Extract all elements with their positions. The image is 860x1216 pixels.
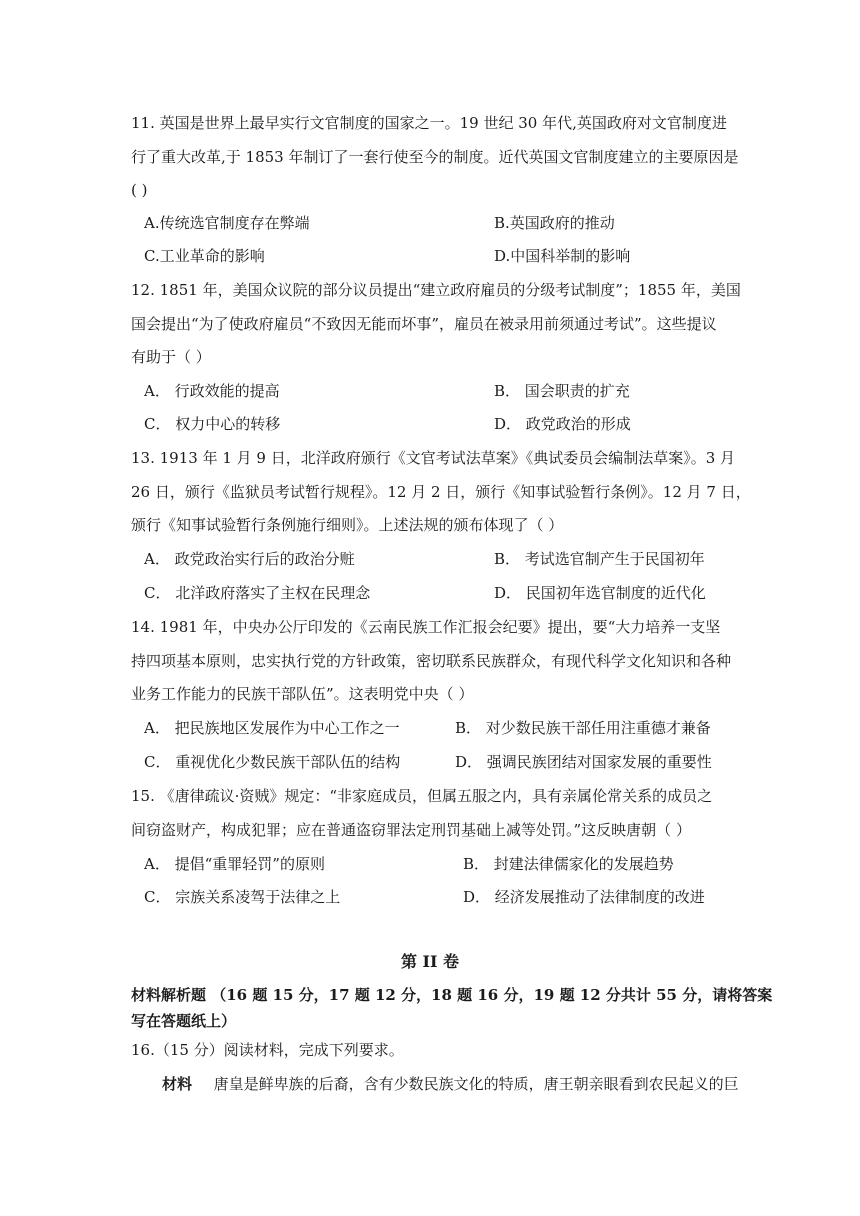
question-text: 间窃盗财产，构成犯罪；应在普通盗窃罪法定刑罚基础上减等处罚。”这反映唐朝（ ） — [131, 821, 691, 839]
option-d: D． 民国初年选官制度的近代化 — [494, 584, 706, 602]
question-text: 颁行《知事试验暂行条例施行细则》。上述法规的颁布体现了（ ） — [131, 516, 564, 534]
section-title: 第 II 卷 — [400, 952, 460, 971]
question-text: 国会提出“为了使政府雇员“不致因无能而坏事”，雇员在被录用前须通过考试”。这些提议 — [131, 315, 717, 333]
question-text: 行了重大改革,于 1853 年制订了一套行使至今的制度。近代英国文官制度建立的主要原因是 — [131, 148, 739, 166]
option-c: C． 权力中心的转移 — [144, 415, 281, 433]
option-a: A． 行政效能的提高 — [144, 382, 280, 400]
option-d: D． 政党政治的形成 — [494, 415, 631, 433]
option-a: A． 提倡“重罪轻罚”的原则 — [144, 855, 325, 873]
option-c: C.工业革命的影响 — [144, 247, 265, 265]
question-text: ( ) — [131, 181, 148, 199]
question-text: 有助于（ ） — [131, 348, 211, 366]
option-d: D.中国科举制的影响 — [494, 247, 631, 265]
question-text: 12. 1851 年，美国众议院的部分议员提出“建立政府雇员的分级考试制度”；1855 年，美国 — [131, 281, 741, 299]
option-d: D． 经济发展推动了法律制度的改进 — [463, 888, 705, 906]
material-text: 唐皇是鲜卑族的后裔，含有少数民族文化的特质，唐王朝亲眼看到农民起义的巨 — [213, 1075, 739, 1093]
question-text: 13. 1913 年 1 月 9 日，北洋政府颁行《文官考试法草案》《典试委员会编制法草案》。3 月 — [131, 449, 736, 467]
option-b: B． 考试选官制产生于民国初年 — [494, 550, 705, 568]
material-line — [162, 1074, 739, 1094]
option-c: C． 重视优化少数民族干部队伍的结构 — [144, 753, 401, 771]
question-text: 11. 英国是世界上最早实行文官制度的国家之一。19 世纪 30 年代,英国政府对文官制度进 — [131, 114, 727, 132]
option-b: B． 封建法律儒家化的发展趋势 — [463, 855, 674, 873]
question-text: 14. 1981 年，中央办公厅印发的《云南民族工作汇报会纪要》提出，要“大力培养一支坚 — [131, 618, 721, 636]
section-instruction: 材料解析题 （16 题 15 分，17 题 12 分，18 题 16 分，19 题 12 分共计 55 分，请将答案 — [131, 986, 773, 1004]
question-text: 26 日，颁行《监狱员考试暂行规程》。12 月 2 日，颁行《知事试验暂行条例》。12 月 7 日， — [131, 483, 751, 501]
option-d: D． 强调民族团结对国家发展的重要性 — [455, 753, 712, 771]
question-text: 15. 《唐律疏议·资贼》规定：“非家庭成员，但属五服之内，具有亲属伦常关系的成员之 — [131, 787, 713, 805]
question-prompt: 16.（15 分）阅读材料，完成下列要求。 — [131, 1041, 404, 1059]
section-instruction: 写在答题纸上） — [131, 1012, 237, 1030]
material-label: 材料 — [162, 1075, 193, 1093]
option-c: C． 北洋政府落实了主权在民理念 — [144, 584, 371, 602]
option-b: B． 国会职责的扩充 — [494, 382, 630, 400]
option-a: A． 政党政治实行后的政治分赃 — [144, 550, 355, 568]
option-b: B.英国政府的推动 — [494, 214, 615, 232]
option-c: C． 宗族关系凌驾于法律之上 — [144, 888, 341, 906]
option-a: A.传统选官制度存在弊端 — [144, 214, 310, 232]
question-text: 业务工作能力的民族干部队伍”。这表明党中央（ ） — [131, 685, 474, 703]
question-text: 持四项基本原则，忠实执行党的方针政策，密切联系民族群众，有现代科学文化知识和各种 — [131, 652, 732, 670]
option-a: A． 把民族地区发展作为中心工作之一 — [144, 719, 400, 737]
option-b: B． 对少数民族干部任用注重德才兼备 — [455, 719, 711, 737]
